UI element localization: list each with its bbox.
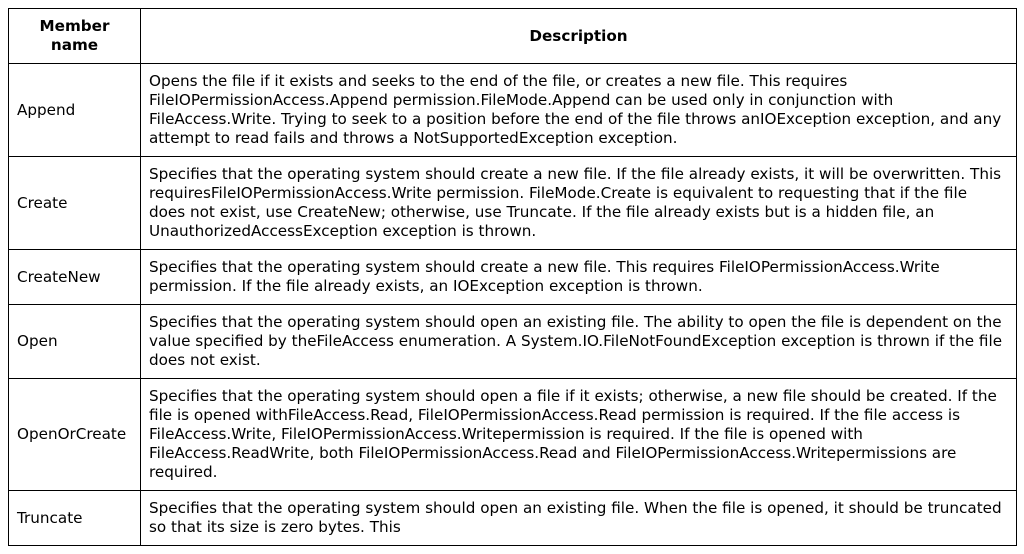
table-row-create (9, 157, 1017, 250)
description-header: Description (141, 9, 1017, 64)
header-row (9, 9, 1017, 64)
member-name-cell: CreateNew (9, 250, 141, 305)
description-cell: Specifies that the operating system should open an existing file. When the file is opened, it should be truncated so that its size is zero bytes. This (141, 491, 1017, 546)
member-name-header: Member name (9, 9, 141, 64)
member-name-cell: Append (9, 64, 141, 157)
member-name-cell: Truncate (9, 491, 141, 546)
member-name-cell: Open (9, 305, 141, 379)
table-row-open (9, 305, 1017, 379)
description-cell: Specifies that the operating system should open a file if it exists; otherwise, a new file should be created. If the file is opened withFileAccess.Read, FileIOPermissionAccess.Read permission is required. If the file access is FileAccess.Write, FileIOPermissionAccess.Writepermission is required. If the file is opened with FileAccess.ReadWrite, both FileIOPermissionAccess.Read and FileIOPermissionAccess.Writepermissions are required. (141, 379, 1017, 491)
description-cell: Specifies that the operating system should open an existing file. The ability to open the file is dependent on the value specified by theFileAccess enumeration. A System.IO.FileNotFoundException exception is thrown if the file does not exist. (141, 305, 1017, 379)
description-cell: Opens the file if it exists and seeks to the end of the file, or creates a new file. This requires FileIOPermissionAccess.Append permission.FileMode.Append can be used only in conjunction with FileAccess.Write. Trying to seek to a position before the end of the file throws anIOException exception, and any attempt to read fails and throws a NotSupportedException exception. (141, 64, 1017, 157)
table-row-truncate (9, 491, 1017, 546)
member-name-cell: OpenOrCreate (9, 379, 141, 491)
table-row-createnew (9, 250, 1017, 305)
description-cell: Specifies that the operating system should create a new file. This requires FileIOPermissionAccess.Write permission. If the file already exists, an IOException exception is thrown. (141, 250, 1017, 305)
member-name-cell: Create (9, 157, 141, 250)
description-cell: Specifies that the operating system should create a new file. If the file already exists, it will be overwritten. This requiresFileIOPermissionAccess.Write permission. FileMode.Create is equivalent to requesting that if the file does not exist, use CreateNew; otherwise, use Truncate. If the file already exists but is a hidden file, an UnauthorizedAccessException exception is thrown. (141, 157, 1017, 250)
filemode-members-table (8, 8, 1017, 546)
table-row-append (9, 64, 1017, 157)
table-row-openorcreate (9, 379, 1017, 491)
